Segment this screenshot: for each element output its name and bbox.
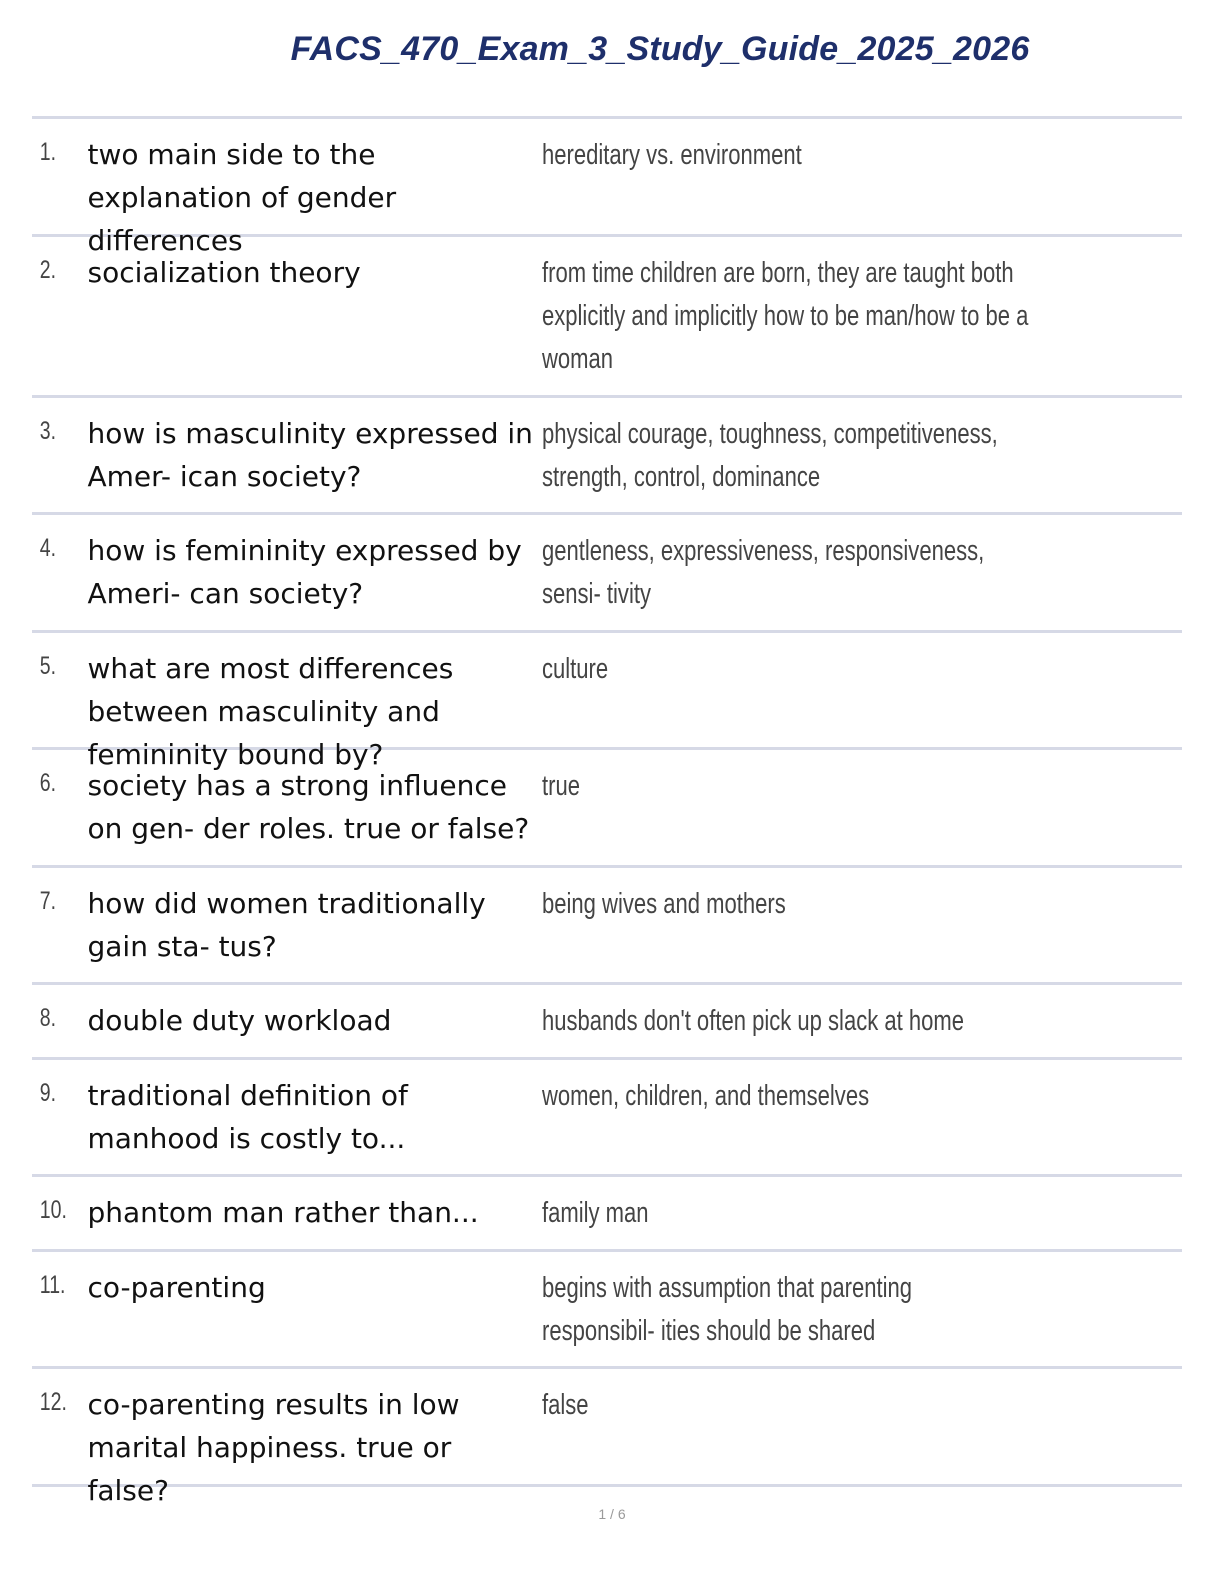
list-item [32,985,1182,1060]
item-term: co-parenting [87,1271,266,1304]
item-term: society has a strong influence on gen- der roles. true or false? [87,769,530,845]
list-item [32,398,1182,515]
item-term: socialization theory [87,256,361,289]
item-term: double duty workload [87,1004,392,1037]
list-item [32,237,1182,398]
item-term: two main side to the explanation of gender differences [87,138,397,257]
item-term: traditional definition of manhood is costly to... [87,1079,408,1155]
item-number: 9. [39,1079,57,1107]
item-term: how is masculinity expressed in Amer- ican society? [87,417,533,493]
item-term: what are most differences between masculinity and femininity bound by? [87,652,454,771]
item-number: 8. [39,1004,57,1032]
item-definition [542,1252,1182,1366]
definition-text: from time children are born, they are taught both explicitly and implicitly how to be man/how to be a woman [542,257,1029,375]
definition-text: gentleness, expressiveness, responsiveness, sensi- tivity [542,535,985,610]
item-definition [542,633,1182,747]
list-item [32,868,1182,985]
definition-text: hereditary vs. environment [542,139,802,171]
item-number: 5. [39,652,57,680]
definition-text: physical courage, toughness, competitiveness, strength, control, dominance [542,418,998,493]
item-term: how is femininity expressed by Ameri- can society? [87,534,522,610]
item-number: 1. [39,138,57,166]
item-number: 10. [39,1196,67,1224]
item-definition [542,1177,1182,1249]
list-item [32,515,1182,633]
definition-text: family man [542,1197,649,1229]
definition-text: culture [542,653,609,685]
item-term: phantom man rather than... [87,1196,479,1229]
definition-text: women, children, and themselves [542,1080,870,1112]
item-number: 6. [39,769,57,797]
item-term: how did women traditionally gain sta- tus? [87,887,486,963]
definition-text: being wives and mothers [542,888,786,920]
item-number: 12. [39,1388,67,1416]
item-definition [542,868,1182,982]
list-item [32,1252,1182,1369]
item-number: 2. [39,256,57,284]
item-definition [542,237,1182,395]
item-definition [542,515,1182,630]
definition-text: true [542,770,580,802]
list-item [32,1369,1182,1507]
item-definition [542,1369,1182,1484]
definition-text: false [542,1389,589,1421]
list-item [32,119,1182,257]
item-number: 11. [39,1271,66,1299]
item-number: 3. [39,417,57,445]
item-definition [542,398,1182,512]
page-title: FACS_470_Exam_3_Study_Guide_2025_2026 [290,30,1030,68]
flashcard-list [32,116,1182,1507]
item-term: co-parenting results in low marital happiness. true or false? [87,1388,460,1507]
list-item [32,633,1182,771]
list-item [32,1060,1182,1177]
item-definition [542,750,1182,865]
definition-text: begins with assumption that parenting responsibil- ities should be shared [542,1272,913,1347]
definition-text: husbands don't often pick up slack at home [542,1005,965,1037]
page-indicator: 1 / 6 [598,1506,626,1522]
list-item [32,750,1182,868]
item-definition [542,1060,1182,1174]
item-definition [542,119,1182,234]
list-item [32,1177,1182,1252]
item-definition [542,985,1182,1057]
item-number: 4. [39,534,57,562]
item-number: 7. [39,887,57,915]
